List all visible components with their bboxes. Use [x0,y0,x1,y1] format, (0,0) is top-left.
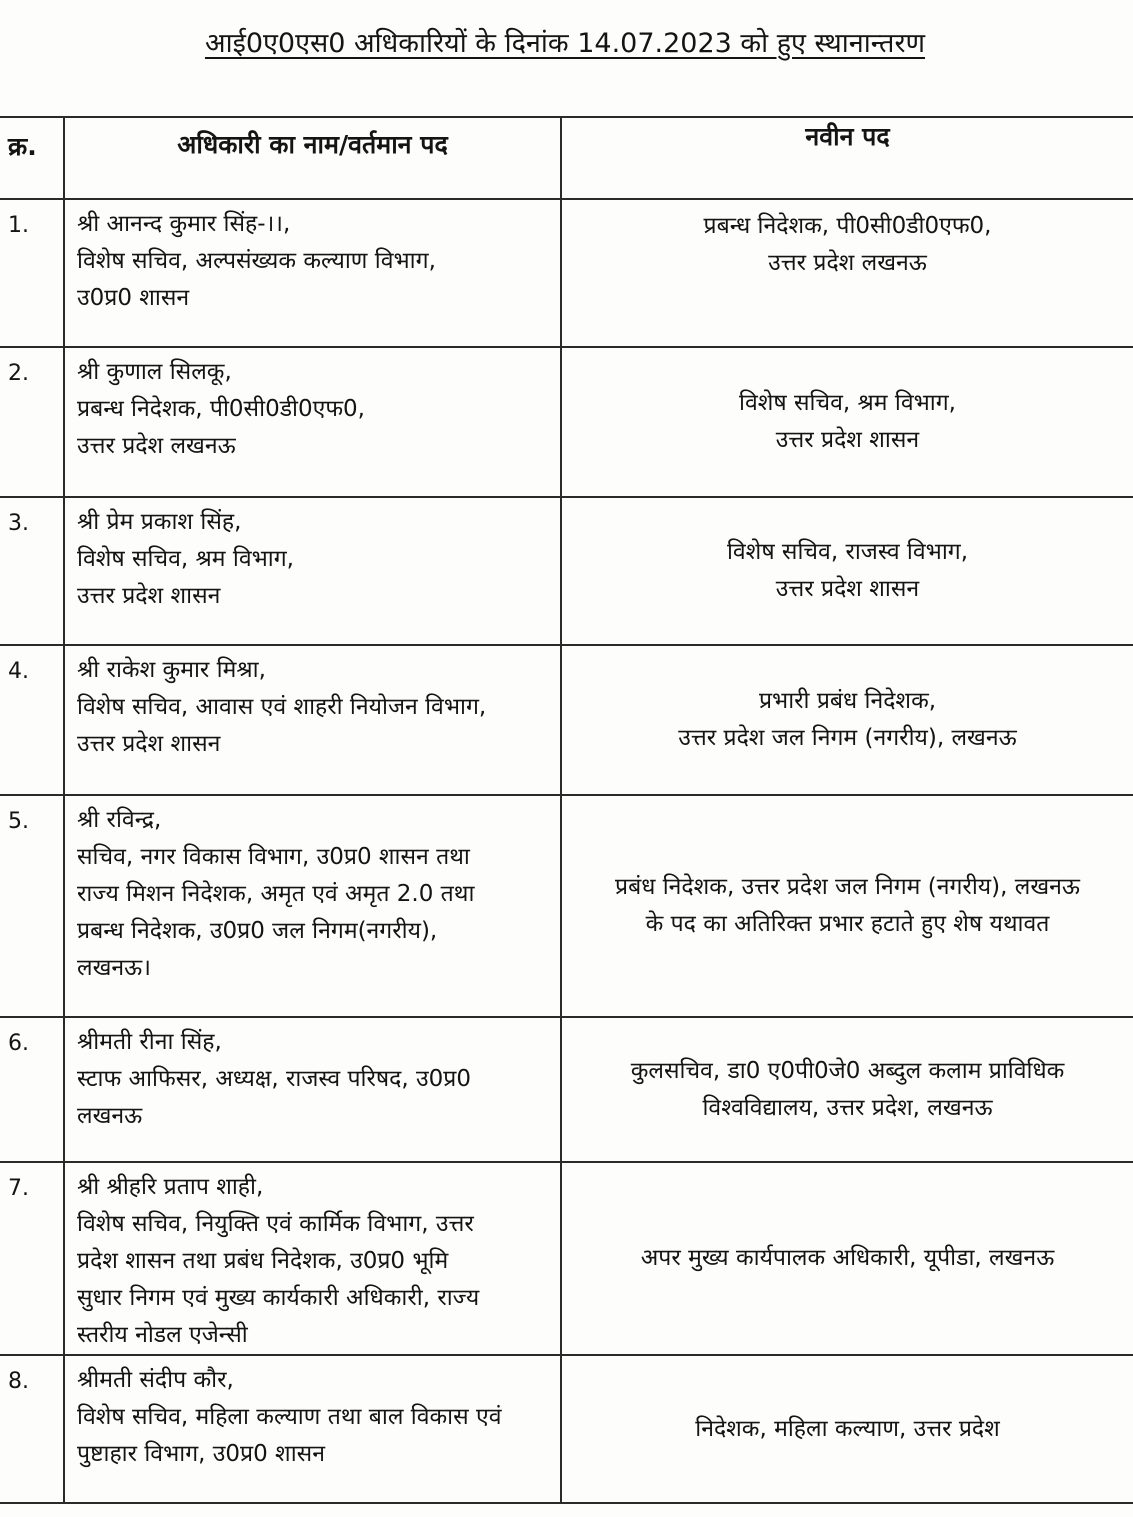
officer-line: श्रीमती संदीप कौर, [77,1367,234,1393]
officer-cell [64,199,561,347]
table-header-row [0,117,1133,199]
officer-line: श्री राकेश कुमार मिश्रा, [77,657,266,683]
header-new-post [561,117,1133,199]
officer-line: श्री कुणाल सिलकू, [77,359,232,385]
new-post-line: प्रबंध निदेशक, उत्तर प्रदेश जल निगम (नगरीय), लखनऊ [615,874,1080,900]
new-post-cell [561,1162,1133,1355]
header-new-post-label: नवीन पद [805,122,890,151]
new-post-cell [561,645,1133,795]
new-post-line: उत्तर प्रदेश शासन [775,427,920,453]
officer-line: प्रबन्ध निदेशक, पी0सी0डी0एफ0, [77,396,365,422]
row-serial-number: 2. [0,347,64,497]
new-post-line: विश्वविद्यालय, उत्तर प्रदेश, लखनऊ [702,1094,993,1121]
officer-line: स्टाफ आफिसर, अध्यक्ष, राजस्व परिषद, उ0प्र0 [77,1066,471,1092]
officer-line: उत्तर प्रदेश लखनऊ [77,433,236,459]
officer-line: विशेष सचिव, नियुक्ति एवं कार्मिक विभाग, उत्तर [77,1211,474,1237]
new-post-line: प्रभारी प्रबंध निदेशक, [758,688,937,714]
new-post-cell [561,497,1133,645]
officer-line: स्तरीय नोडल एजेन्सी [77,1322,248,1348]
officer-cell [64,1355,561,1503]
document-title: आई0ए0एस0 अधिकारियों के दिनांक 14.07.2023 को हुए स्थानान्तरण [204,28,926,59]
officer-line: विशेष सचिव, श्रम विभाग, [77,546,294,572]
new-post-line: उत्तर प्रदेश लखनऊ [768,250,927,276]
officer-line: प्रदेश शासन तथा प्रबंध निदेशक, उ0प्र0 भूमि [77,1248,449,1274]
officer-line: सचिव, नगर विकास विभाग, उ0प्र0 शासन तथा [77,844,470,870]
row-serial-number: 6. [0,1017,64,1162]
officer-line: उ0प्र0 शासन [77,285,190,311]
officer-cell [64,1017,561,1162]
new-post-line: उत्तर प्रदेश जल निगम (नगरीय), लखनऊ [678,725,1017,751]
officer-cell [64,645,561,795]
officer-line: उत्तर प्रदेश शासन [77,583,221,609]
new-post-cell [561,795,1133,1017]
header-officer-name: अधिकारी का नाम/वर्तमान पद [64,117,561,199]
officer-line: श्रीमती रीना सिंह, [77,1029,222,1055]
officer-cell [64,1162,561,1355]
officer-line: पुष्टाहार विभाग, उ0प्र0 शासन [77,1441,325,1467]
new-post-cell [561,199,1133,347]
officer-line: विशेष सचिव, महिला कल्याण तथा बाल विकास एवं [77,1404,502,1430]
row-serial-number: 1. [0,199,64,347]
row-serial-number: 3. [0,497,64,645]
officer-line: विशेष सचिव, आवास एवं शाहरी नियोजन विभाग, [77,694,487,720]
new-post-cell [561,347,1133,497]
new-post-line: कुलसचिव, डा0 ए0पी0जे0 अब्दुल कलाम प्राविधिक [630,1057,1065,1084]
new-post-line: उत्तर प्रदेश शासन [775,576,920,602]
officer-line: विशेष सचिव, अल्पसंख्यक कल्याण विभाग, [77,248,436,274]
officer-line: श्री श्रीहरि प्रताप शाही, [77,1174,264,1200]
table-row [0,199,1133,347]
officer-line: राज्य मिशन निदेशक, अमृत एवं अमृत 2.0 तथा [77,881,475,907]
table-row [0,1355,1133,1503]
new-post-cell [561,1017,1133,1162]
table-row [0,1017,1133,1162]
officer-line: उत्तर प्रदेश शासन [77,731,221,757]
table-row [0,645,1133,795]
table-row [0,1162,1133,1355]
officer-cell [64,347,561,497]
new-post-line: के पद का अतिरिक्त प्रभार हटाते हुए शेष यथावत [645,911,1050,937]
officer-line: श्री आनन्द कुमार सिंह-।।, [77,211,291,237]
officer-line: श्री रविन्द्र, [77,807,162,833]
officer-cell [64,497,561,645]
new-post-line: विशेष सचिव, श्रम विभाग, [739,390,956,416]
officer-line: प्रबन्ध निदेशक, उ0प्र0 जल निगम(नगरीय), [77,918,438,944]
officer-cell [64,795,561,1017]
table-row [0,497,1133,645]
row-serial-number: 7. [0,1162,64,1355]
row-serial-number: 5. [0,795,64,1017]
new-post-cell [561,1355,1133,1503]
row-serial-number: 8. [0,1355,64,1503]
transfer-table [0,116,1133,1504]
officer-line: श्री प्रेम प्रकाश सिंह, [77,509,242,535]
officer-line: सुधार निगम एवं मुख्य कार्यकारी अधिकारी, राज्य [77,1285,480,1311]
new-post-line: निदेशक, महिला कल्याण, उत्तर प्रदेश [695,1415,1000,1442]
table-row [0,347,1133,497]
officer-line: लखनऊ। [77,955,151,981]
table-row [0,795,1133,1017]
header-serial-number: क्र. [0,117,64,199]
officer-line: लखनऊ [77,1103,143,1129]
new-post-line: प्रबन्ध निदेशक, पी0सी0डी0एफ0, [703,213,992,239]
row-serial-number: 4. [0,645,64,795]
new-post-line: विशेष सचिव, राजस्व विभाग, [726,539,969,565]
new-post-line: अपर मुख्य कार्यपालक अधिकारी, यूपीडा, लखनऊ [640,1245,1055,1271]
